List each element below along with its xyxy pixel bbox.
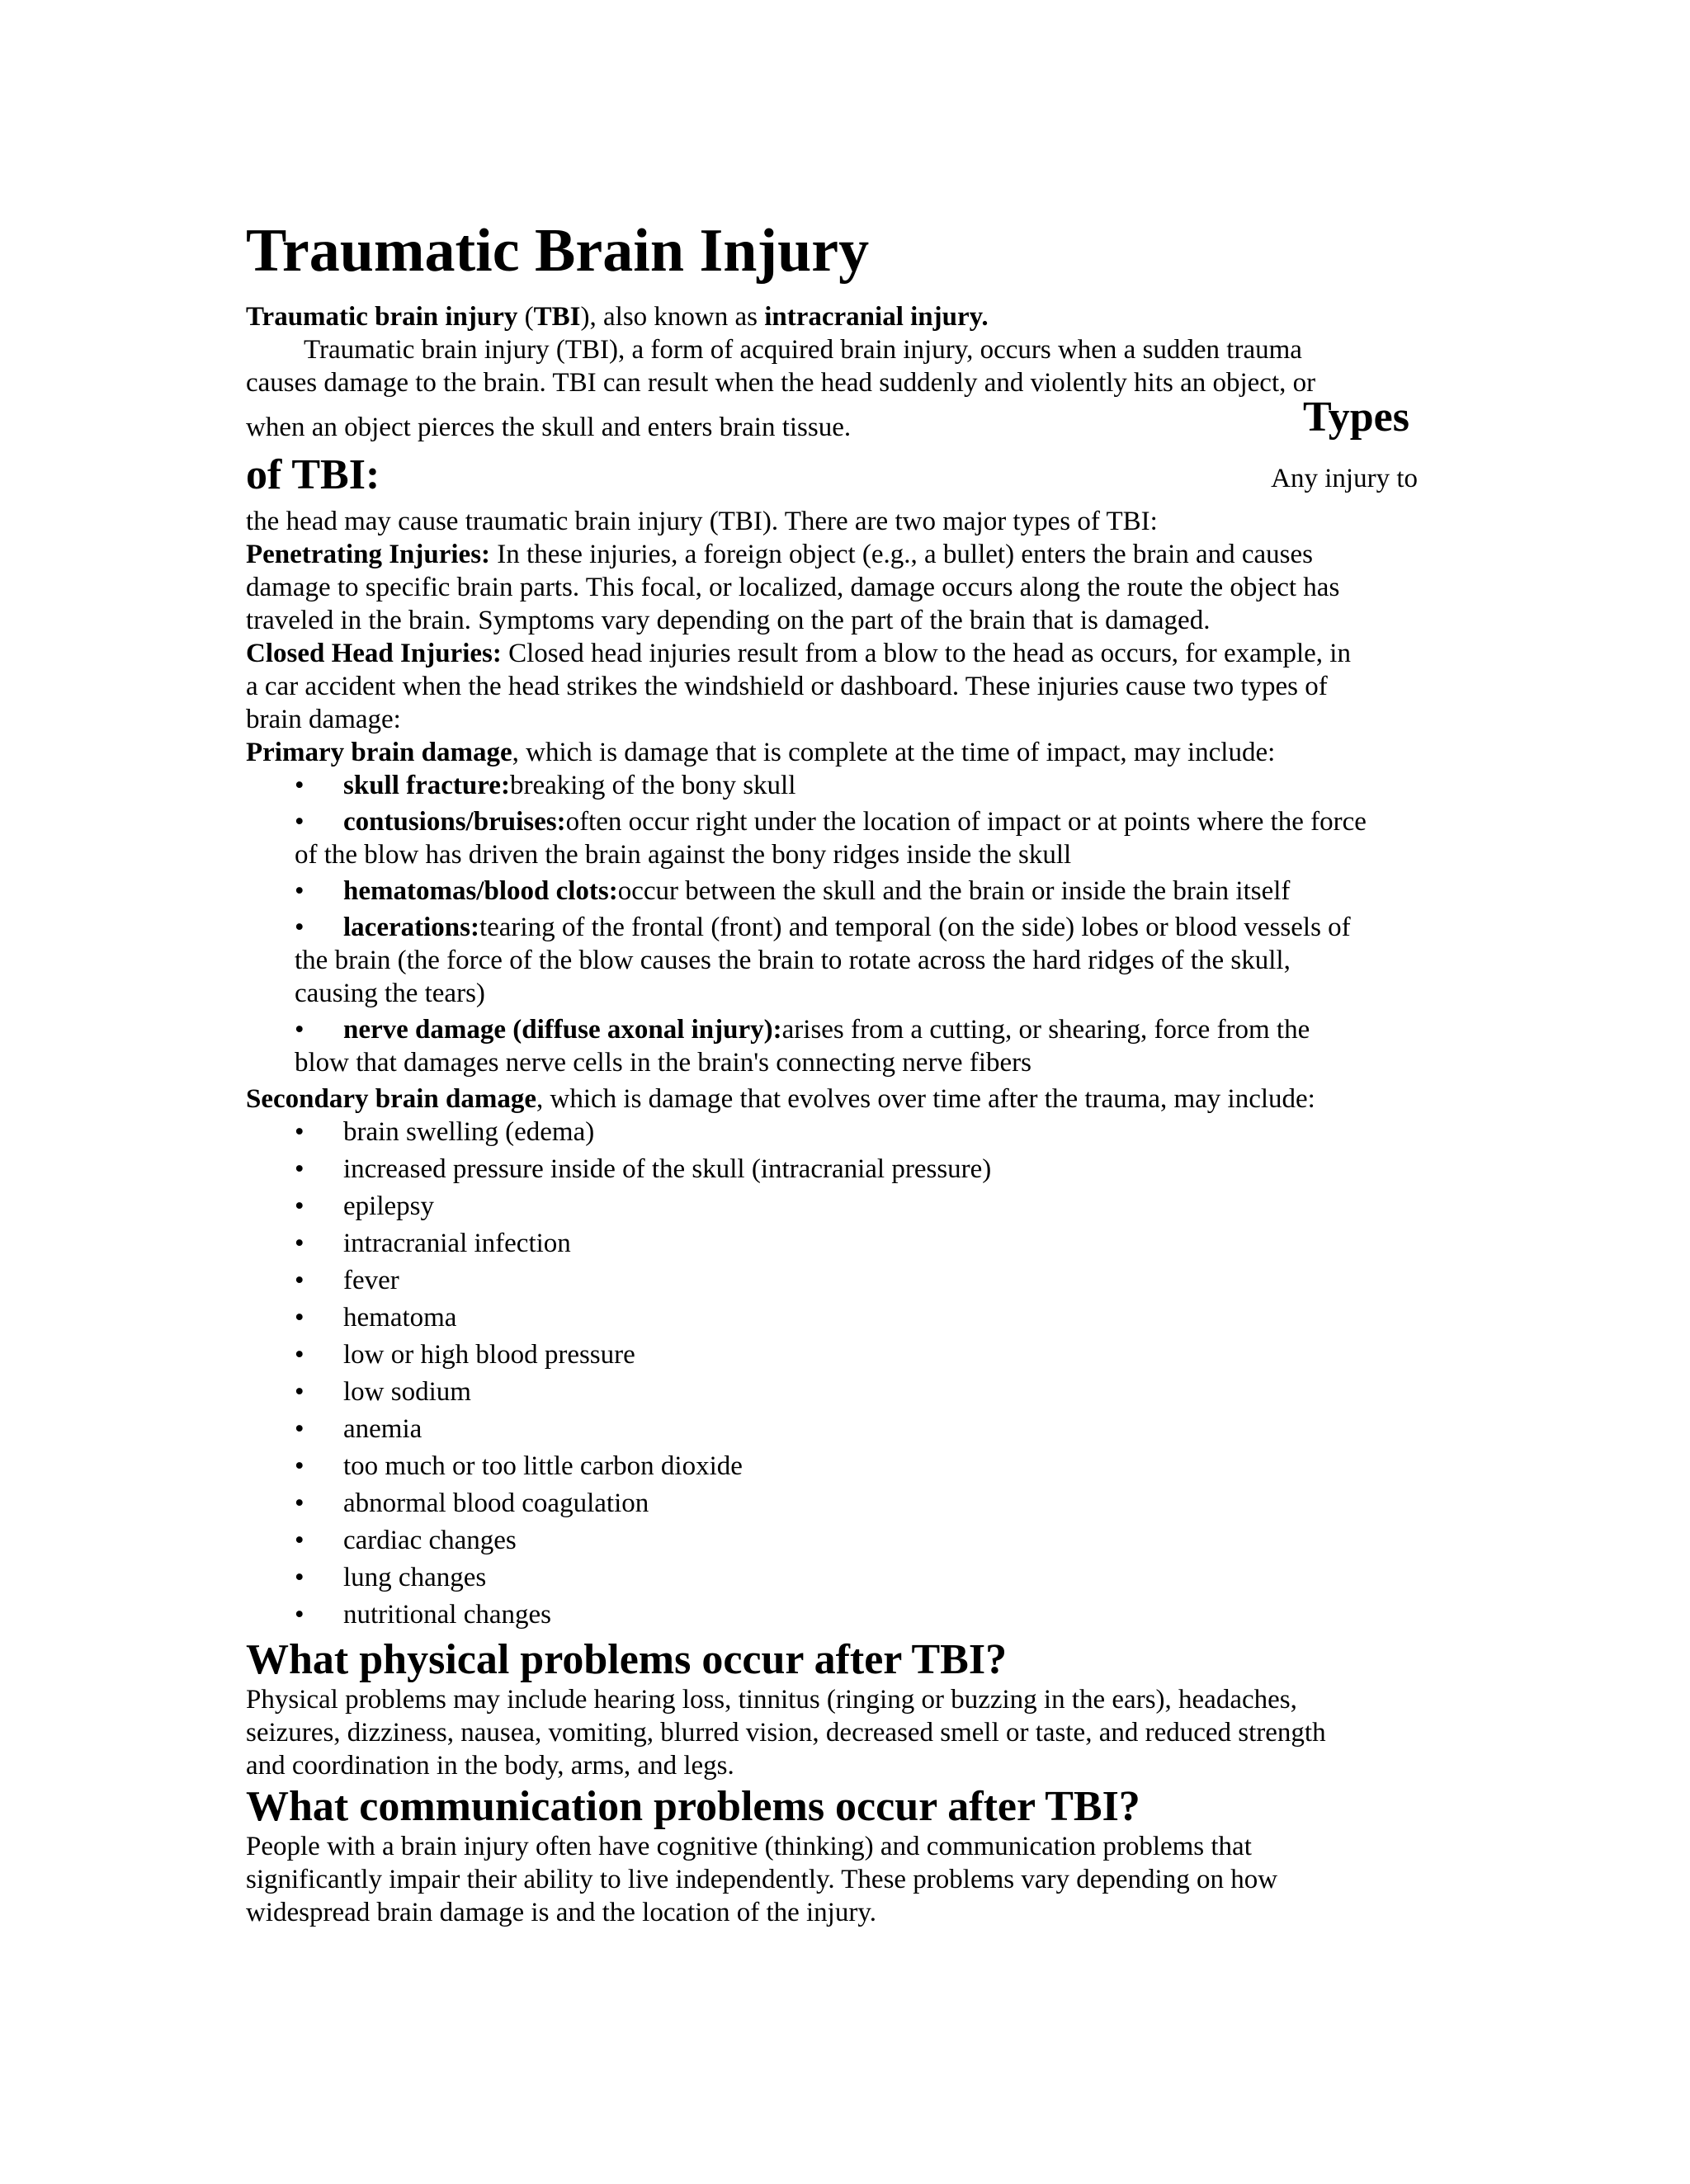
types-heading-part-2: of TBI: [246, 451, 380, 498]
primary-item-first-line [246, 805, 1442, 838]
bullet-icon: • [295, 913, 304, 942]
secondary-item-text: nutritional changes [343, 1600, 552, 1630]
secondary-item-text: low sodium [343, 1377, 471, 1407]
primary-item-cont-line: of the blow has driven the brain against the bony ridges inside the skull [295, 840, 1072, 870]
bullet-icon: • [295, 1488, 304, 1518]
primary-intro-line [246, 736, 1442, 769]
secondary-item-text: fever [343, 1266, 399, 1295]
primary-label: Primary brain damage [246, 738, 512, 767]
secondary-item [246, 1524, 1442, 1561]
primary-item [246, 805, 1442, 875]
penetrating-label: Penetrating Injuries: [246, 540, 491, 569]
physical-line-3: and coordination in the body, arms, and legs. [246, 1751, 734, 1781]
intro-paragraph-line-3: when an object pierces the skull and enters brain tissue. [246, 413, 852, 442]
bullet-icon: • [295, 1377, 304, 1407]
physical-heading: What physical problems occur after TBI? [246, 1636, 1008, 1683]
communication-heading: What communication problems occur after TBI? [246, 1783, 1140, 1830]
primary-item-first-line [246, 875, 1442, 908]
bullet-icon: • [295, 1191, 304, 1221]
bullet-icon: • [295, 1451, 304, 1481]
closed-line-2: a car accident when the head strikes the windshield or dashboard. These injuries cause two types of [246, 672, 1328, 701]
physical-line-2: seizures, dizziness, nausea, vomiting, blurred vision, decreased smell or taste, and reduced strength [246, 1718, 1326, 1748]
primary-item [246, 875, 1442, 911]
primary-item-cont-line: blow that damages nerve cells in the brain's connecting nerve fibers [295, 1048, 1031, 1078]
primary-item-term: lacerations: [343, 913, 479, 942]
secondary-item [246, 1301, 1442, 1338]
types-heading-part-1: Types [1302, 394, 1409, 441]
secondary-item-text: anemia [343, 1414, 422, 1444]
primary-item-desc: tearing of the frontal (front) and temporal (on the side) lobes or blood vessels of [479, 913, 1351, 942]
primary-item-cont-line: causing the tears) [295, 979, 485, 1008]
secondary-item-text: lung changes [343, 1563, 487, 1592]
communication-line-2: significantly impair their ability to live independently. These problems vary depending on how [246, 1865, 1278, 1894]
secondary-item-text: intracranial infection [343, 1229, 571, 1258]
intro-text-mid: ), also known as [580, 302, 765, 332]
secondary-item [246, 1338, 1442, 1375]
intro-term: Traumatic brain injury [246, 302, 518, 332]
secondary-item-text: hematoma [343, 1303, 457, 1333]
types-intro-line-2: the head may cause traumatic brain injury (TBI). There are two major types of TBI: [246, 507, 1158, 536]
primary-damage-list [246, 769, 1442, 1083]
secondary-item [246, 1413, 1442, 1450]
types-heading-row [246, 452, 1418, 498]
primary-text: , which is damage that is complete at the time of impact, may include: [512, 738, 1276, 767]
bullet-icon: • [295, 1266, 304, 1295]
secondary-item [246, 1375, 1442, 1413]
secondary-damage-list [246, 1116, 1442, 1635]
secondary-item [246, 1116, 1442, 1153]
bullet-icon: • [295, 1117, 304, 1147]
secondary-intro-line [246, 1083, 1442, 1116]
closed-line-3: brain damage: [246, 705, 401, 734]
secondary-item-text: abnormal blood coagulation [343, 1488, 649, 1518]
page-title: Traumatic Brain Injury [246, 217, 870, 285]
intro-abbrev: TBI [533, 302, 581, 332]
bullet-icon: • [295, 1229, 304, 1258]
primary-item-desc: arises from a cutting, or shearing, force from the [781, 1015, 1310, 1045]
penetrating-line-3: traveled in the brain. Symptoms vary depending on the part of the brain that is damaged. [246, 606, 1211, 635]
secondary-item [246, 1153, 1442, 1190]
secondary-item [246, 1227, 1442, 1264]
secondary-item [246, 1190, 1442, 1227]
intro-alt-term: intracranial injury. [764, 302, 989, 332]
primary-item-first-line [246, 769, 1442, 802]
penetrating-line-1 [246, 538, 1442, 571]
secondary-item-text: epilepsy [343, 1191, 434, 1221]
closed-text-1: Closed head injuries result from a blow to the head as occurs, for example, in [501, 639, 1351, 668]
secondary-item [246, 1561, 1442, 1598]
intro-paragraph-line-1: Traumatic brain injury (TBI), a form of acquired brain injury, occurs when a sudden trauma [304, 335, 1302, 365]
primary-item-cont-line: the brain (the force of the blow causes the brain to rotate across the hard ridges of the skull, [295, 946, 1291, 975]
primary-item-term: hematomas/blood clots: [343, 876, 618, 906]
secondary-item-text: brain swelling (edema) [343, 1117, 595, 1147]
types-intro-start: Any injury to [1271, 464, 1418, 493]
penetrating-line-2: damage to specific brain parts. This focal, or localized, damage occurs along the route the object has [246, 573, 1340, 602]
primary-item-desc: breaking of the bony skull [509, 771, 796, 800]
bullet-icon: • [295, 876, 304, 906]
primary-item [246, 1013, 1442, 1083]
secondary-item-text: increased pressure inside of the skull (intracranial pressure) [343, 1154, 992, 1184]
bullet-icon: • [295, 1563, 304, 1592]
secondary-label: Secondary brain damage [246, 1084, 537, 1114]
secondary-item [246, 1598, 1442, 1635]
secondary-item-text: too much or too little carbon dioxide [343, 1451, 743, 1481]
intro-paragraph-line-2: causes damage to the brain. TBI can result when the head suddenly and violently hits an object, or [246, 368, 1316, 398]
secondary-item [246, 1264, 1442, 1301]
bullet-icon: • [295, 1303, 304, 1333]
bullet-icon: • [295, 1414, 304, 1444]
closed-label: Closed Head Injuries: [246, 639, 502, 668]
intro-definition-line [246, 300, 1442, 333]
bullet-icon: • [295, 1340, 304, 1370]
bullet-icon: • [295, 771, 304, 800]
penetrating-text-1: In these injuries, a foreign object (e.g., a bullet) enters the brain and causes [490, 540, 1314, 569]
bullet-icon: • [295, 1154, 304, 1184]
bullet-icon: • [295, 1600, 304, 1630]
secondary-item [246, 1487, 1442, 1524]
secondary-item-text: cardiac changes [343, 1526, 517, 1555]
bullet-icon: • [295, 807, 304, 837]
physical-line-1: Physical problems may include hearing loss, tinnitus (ringing or buzzing in the ears), headaches, [246, 1685, 1297, 1715]
primary-item-desc: occur between the skull and the brain or inside the brain itself [617, 876, 1291, 906]
primary-item-term: contusions/bruises: [343, 807, 566, 837]
primary-item-desc: often occur right under the location of impact or at points where the force [565, 807, 1367, 837]
primary-item [246, 911, 1442, 1013]
communication-line-3: widespread brain damage is and the location of the injury. [246, 1898, 876, 1927]
communication-line-1: People with a brain injury often have cognitive (thinking) and communication problems that [246, 1832, 1252, 1861]
primary-item-first-line [246, 1013, 1442, 1046]
secondary-text: , which is damage that evolves over time after the trauma, may include: [536, 1084, 1315, 1114]
primary-item-first-line [246, 911, 1442, 944]
bullet-icon: • [295, 1526, 304, 1555]
secondary-item [246, 1450, 1442, 1487]
secondary-item-text: low or high blood pressure [343, 1340, 635, 1370]
primary-item-term: skull fracture: [343, 771, 510, 800]
intro-section [246, 300, 1442, 1929]
bullet-icon: • [295, 1015, 304, 1045]
intro-last-row [246, 394, 1409, 444]
closed-line-1 [246, 637, 1442, 670]
primary-item-term: nerve damage (diffuse axonal injury): [343, 1015, 782, 1045]
primary-item [246, 769, 1442, 805]
intro-text-open: ( [517, 302, 534, 332]
